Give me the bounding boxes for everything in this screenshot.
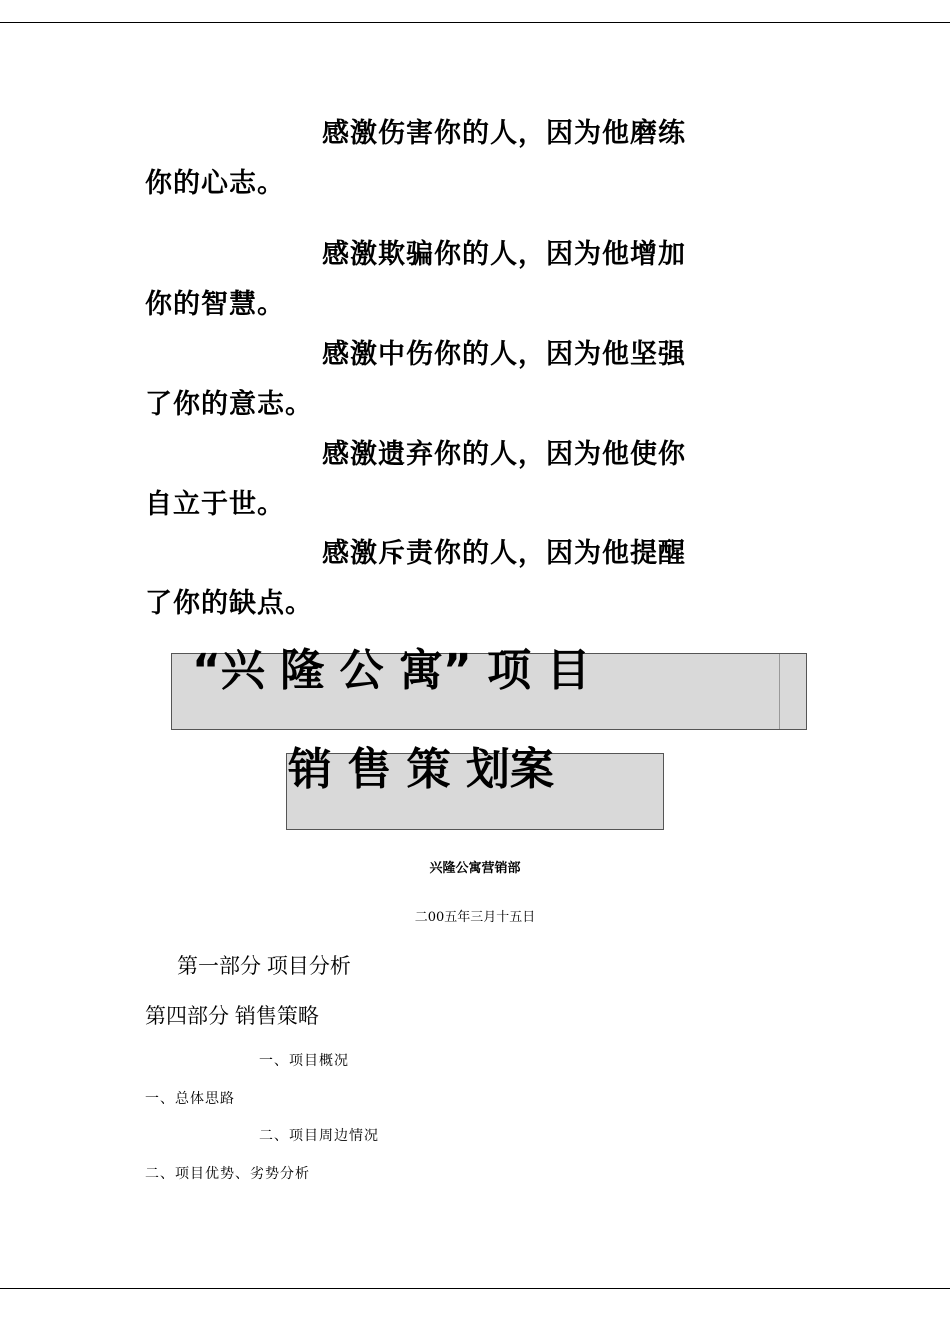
department-name: 兴隆公寓营销部: [429, 861, 521, 876]
quote-1: [145, 109, 785, 209]
toc-item: 二、项目优势、劣势分析: [145, 1166, 310, 1182]
report-date: 二00五年三月十五日: [414, 910, 536, 925]
quote-2-first: 感激欺骗你的人，因为他增加: [322, 239, 686, 270]
quote-2-cont: 你的智慧。: [145, 289, 285, 320]
toc-item: 一、项目概况: [259, 1053, 349, 1069]
bottom-rule: [0, 1288, 950, 1289]
quote-4-first: 感激遗弃你的人，因为他使你: [322, 439, 686, 470]
toc-item: 一、总体思路: [145, 1091, 235, 1107]
quote-4-cont: 自立于世。: [145, 489, 285, 520]
quote-1-first: 感激伤害你的人，因为他磨练: [322, 118, 686, 149]
toc-item: 二、项目周边情况: [259, 1128, 379, 1144]
title-line-2: 销 售 策 划案: [288, 744, 554, 795]
section-part-1: 第一部分 项目分析: [177, 955, 351, 978]
quote-5-cont: 了你的缺点。: [145, 588, 313, 619]
quote-5-first: 感激斥责你的人，因为他提醒: [322, 538, 686, 569]
quote-5: [145, 529, 785, 629]
section-part-4: 第四部分 销售策略: [145, 1005, 319, 1028]
quote-3: [145, 330, 785, 430]
top-rule: [0, 22, 950, 23]
title-line-1: “兴 隆 公 寓” 项 目: [192, 645, 591, 696]
quote-4: [145, 430, 785, 530]
quote-2: [145, 230, 785, 330]
quote-1-cont: 你的心志。: [145, 168, 285, 199]
quote-3-cont: 了你的意志。: [145, 389, 313, 420]
quote-3-first: 感激中伤你的人，因为他坚强: [322, 339, 686, 370]
